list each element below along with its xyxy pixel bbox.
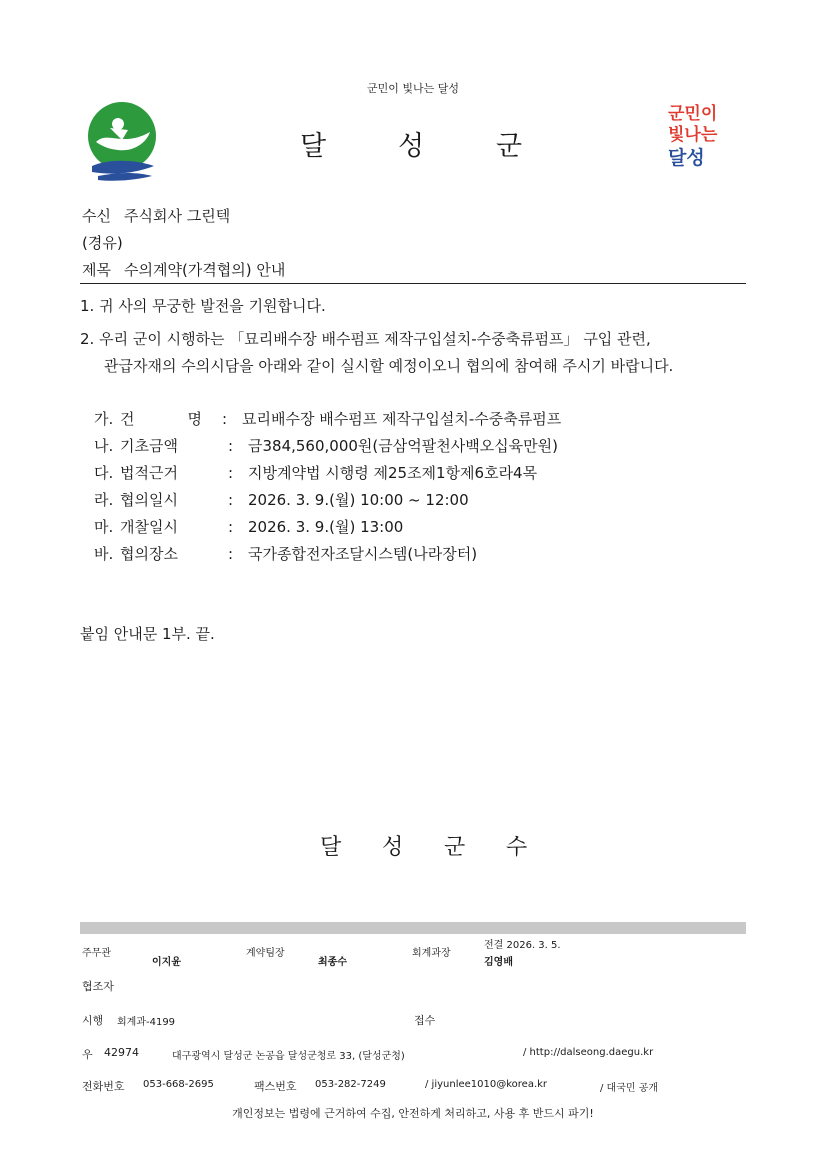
item-label-char: 명	[187, 410, 202, 428]
item-colon: :	[228, 464, 234, 482]
item-label	[120, 408, 202, 429]
paragraph-2-line-1: 2. 우리 군이 시행하는 「묘리배수장 배수펌프 제작구입설치-수중축류펌프」 구입 관련,	[80, 330, 651, 348]
item-label: 기초금액	[120, 437, 178, 455]
item-marker: 나.	[94, 437, 114, 455]
enforce-label: 시행	[82, 1014, 104, 1027]
org-char: 달	[300, 131, 327, 162]
footer-divider-bar	[80, 922, 746, 934]
list-item	[94, 489, 469, 510]
recipient-row	[82, 205, 230, 226]
fax-label: 팩스번호	[254, 1080, 297, 1093]
approver-2-name: 최종수	[318, 957, 347, 968]
signer	[320, 830, 568, 861]
signer-char: 달	[320, 835, 342, 860]
item-label: 협의장소	[120, 545, 178, 563]
list-item	[94, 462, 537, 483]
subject-value: 수의계약(가격협의) 안내	[124, 261, 286, 279]
website: / http://dalseong.daegu.kr	[523, 1047, 654, 1058]
phone-label: 전화번호	[82, 1080, 125, 1093]
recipient-value: 주식회사 그린텍	[124, 207, 231, 225]
subject-label: 제목	[82, 261, 111, 279]
item-label-char: 건	[120, 410, 135, 428]
slogan-logo-line3: 달성	[668, 147, 705, 169]
item-colon: :	[228, 545, 234, 563]
list-item	[94, 516, 403, 537]
item-value: 묘리배수장 배수펌프 제작구입설치-수중축류펌프	[242, 410, 562, 428]
via-row: (경유)	[82, 234, 123, 252]
item-value: 2026. 3. 9.(월) 10:00 ~ 12:00	[248, 491, 469, 509]
list-item	[94, 435, 558, 456]
approver-1-role: 주무관	[82, 948, 111, 959]
item-label: 법적근거	[120, 464, 178, 482]
list-item	[94, 543, 477, 564]
header-divider	[80, 283, 746, 284]
final-approval-date: 전결 2026. 3. 5.	[484, 940, 561, 951]
slogan-logo-line2: 빛나는	[668, 125, 718, 145]
item-marker: 바.	[94, 545, 114, 563]
slogan: 군민이 빛나는 달성	[366, 82, 459, 95]
address: 대구광역시 달성군 논공읍 달성군청로 33, (달성군청)	[172, 1051, 405, 1062]
item-value: 금384,560,000원(금삼억팔천사백오십육만원)	[248, 437, 558, 455]
postal-label: 우	[82, 1048, 93, 1061]
signer-char: 군	[444, 835, 466, 860]
approver-2-role: 계약팀장	[246, 948, 285, 959]
item-marker: 다.	[94, 464, 114, 482]
subject-row	[82, 259, 285, 280]
attachment-note: 붙임 안내문 1부. 끝.	[80, 625, 215, 643]
signer-char: 성	[382, 835, 404, 860]
item-marker: 마.	[94, 518, 114, 536]
item-colon: :	[228, 437, 234, 455]
slogan-logo	[668, 104, 748, 180]
county-emblem-icon	[88, 100, 158, 182]
email: / jiyunlee1010@korea.kr	[425, 1079, 548, 1090]
enforce-value: 회계과-4199	[117, 1017, 176, 1028]
signer-char: 수	[506, 835, 528, 860]
organization-name	[300, 124, 594, 163]
org-char: 군	[496, 131, 523, 162]
fax-number: 053-282-7249	[315, 1079, 386, 1090]
org-char: 성	[398, 131, 425, 162]
phone-number: 053-668-2695	[143, 1079, 214, 1090]
item-label: 개찰일시	[120, 518, 178, 536]
slogan-logo-line1: 군민이	[668, 104, 718, 124]
approver-3-role: 회계과장	[412, 948, 451, 959]
receipt-label: 접수	[414, 1014, 436, 1027]
disclosure-status: / 대국민 공개	[600, 1083, 659, 1094]
item-label: 협의일시	[120, 491, 178, 509]
item-value: 2026. 3. 9.(월) 13:00	[248, 518, 404, 536]
item-colon: :	[228, 491, 234, 509]
privacy-notice: 개인정보는 법령에 근거하여 수집, 안전하게 처리하고, 사용 후 반드시 파기!	[232, 1107, 594, 1120]
cooperator-label: 협조자	[82, 980, 114, 993]
recipient-label: 수신	[82, 207, 111, 225]
postal-code: 42974	[104, 1046, 139, 1059]
item-value: 지방계약법 시행령 제25조제1항제6호라4목	[248, 464, 538, 482]
paragraph-2-line-2: 관급자재의 수의시담을 아래와 같이 실시할 예정이오니 협의에 참여해 주시기 바랍니다.	[104, 357, 674, 375]
approver-3-name: 김영배	[484, 957, 513, 968]
approver-1-name: 이지윤	[152, 957, 181, 968]
item-colon: :	[222, 410, 228, 428]
item-marker: 라.	[94, 491, 114, 509]
list-item	[94, 408, 561, 429]
paragraph-1: 1. 귀 사의 무궁한 발전을 기원합니다.	[80, 297, 326, 315]
item-value: 국가종합전자조달시스템(나라장터)	[248, 545, 478, 563]
item-colon: :	[228, 518, 234, 536]
item-marker: 가.	[94, 410, 114, 428]
